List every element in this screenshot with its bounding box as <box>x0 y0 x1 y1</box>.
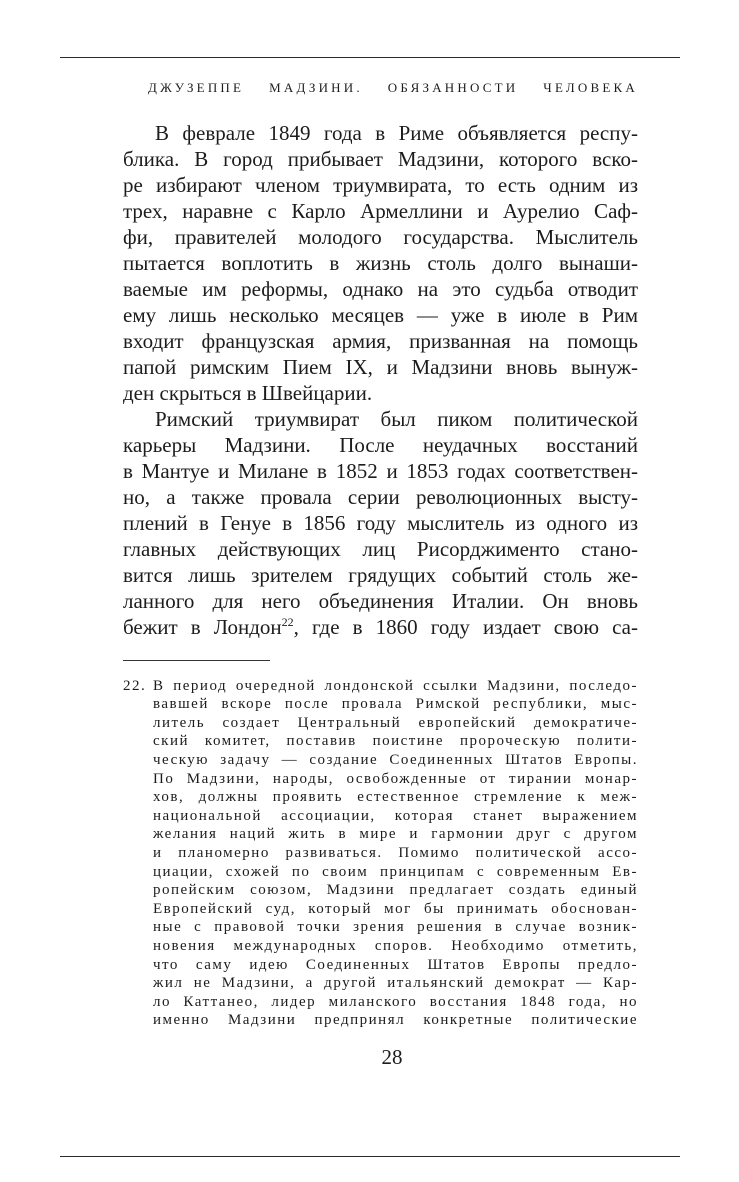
body-line: в Мантуе и Милане в 1852 и 1853 годах соответствен- <box>123 459 638 483</box>
paragraph <box>123 120 638 406</box>
top-rule <box>60 57 680 58</box>
footnote-rule <box>123 660 270 661</box>
body-line: фи, правителей молодого государства. Мыслитель <box>123 225 638 249</box>
paragraph <box>123 406 638 640</box>
footnote-line: жил не Мадзини, а другой итальянский демократ — Кар- <box>153 975 638 992</box>
footnote-line: ский комитет, поставив поистине пророческую полити- <box>153 733 638 750</box>
footnote-line: ческую задачу — создание Соединенных Штатов Европы. <box>153 752 638 769</box>
footnote-line: ло Каттанео, лидер миланского восстания 1848 года, но <box>153 993 638 1010</box>
footnote-line: циации, схожей по своим принципам с современным Ев- <box>153 863 638 880</box>
footnote-line: По Мадзини, народы, освобожденные от тирании монар- <box>153 770 638 787</box>
footnote-line: именно Мадзини предпринял конкретные политические <box>153 1012 638 1029</box>
footnote-line: что саму идею Соединенных Штатов Европы предло- <box>153 956 638 973</box>
body-line: плений в Генуе в 1856 году мыслитель из одного из <box>123 511 638 535</box>
footnote-line: Европейский суд, который мог бы принимать обоснован- <box>153 900 638 917</box>
footnote-line: ропейским союзом, Мадзини предлагает создать единый <box>153 882 638 899</box>
footnote-line: и планомерно развиваться. Помимо политической ассо- <box>153 845 638 862</box>
body-line: ему лишь несколько месяцев — уже в июле в Рим <box>123 303 638 327</box>
body-line: ден скрыться в Швейцарии. <box>123 381 373 405</box>
body-line: карьеры Мадзини. После неудачных восстаний <box>123 433 638 457</box>
body-line: блика. В город прибывает Мадзини, которого вско- <box>123 147 638 171</box>
body-line: пытается воплотить в жизнь столь долго вынаши- <box>123 251 638 275</box>
footnote-line: литель создает Центральный европейский демократиче- <box>153 714 638 731</box>
body-line: трех, наравне с Карло Армеллини и Аурелио Саф- <box>123 199 638 223</box>
line-text: бежит в Лондон <box>123 615 282 639</box>
body-line: В феврале 1849 года в Риме объявляется респу- <box>155 121 638 145</box>
footnote-reference[interactable]: 22 <box>281 615 294 629</box>
body-line: вится лишь зрителем грядущих событий столь же- <box>123 563 638 587</box>
body-line: ре избирают членом триумвирата, то есть одним из <box>123 173 638 197</box>
footnote-line: В период очередной лондонской ссылки Мадзини, последо- <box>153 677 638 694</box>
footnote-line: новения международных споров. Необходимо отметить, <box>153 938 638 954</box>
body-line <box>123 614 638 640</box>
body-line: ваемые им реформы, однако на это судьба отводит <box>123 277 638 301</box>
footnote-text <box>153 677 638 1030</box>
body-line: ланного для него объединения Италии. Он вновь <box>123 589 638 613</box>
footnote-number: 22. <box>123 677 147 694</box>
body-line: папой римским Пием IX, и Мадзини вновь вынуж- <box>123 355 638 379</box>
running-header: ДЖУЗЕППЕ МАДЗИНИ. ОБЯЗАННОСТИ ЧЕЛОВЕКА <box>148 80 638 95</box>
body-line: входит французская армия, призванная на помощь <box>123 329 638 353</box>
body-line: Римский триумвират был пиком политической <box>155 407 638 431</box>
footnote-line: ные с правовой точки зрения решения в случае возник- <box>153 919 638 936</box>
footnote-line: национальной ассоциации, которая станет выражением <box>153 807 638 824</box>
body-line: главных действующих лиц Рисорджименто стано- <box>123 537 638 561</box>
line-text: , где в 1860 году издает свою са- <box>293 615 638 639</box>
page-number: 28 <box>381 1045 403 1069</box>
body-line: но, а также провала серии революционных высту- <box>123 485 638 509</box>
footnote-line: хов, должны проявить естественное стремление к меж- <box>153 789 638 806</box>
body-text <box>123 120 638 640</box>
footnote-line: вавшей вскоре после провала Римской республики, мыс- <box>153 696 638 713</box>
bottom-rule <box>60 1156 680 1157</box>
footnote-line: желания наций жить в мире и гармонии друг с другом <box>153 826 638 843</box>
